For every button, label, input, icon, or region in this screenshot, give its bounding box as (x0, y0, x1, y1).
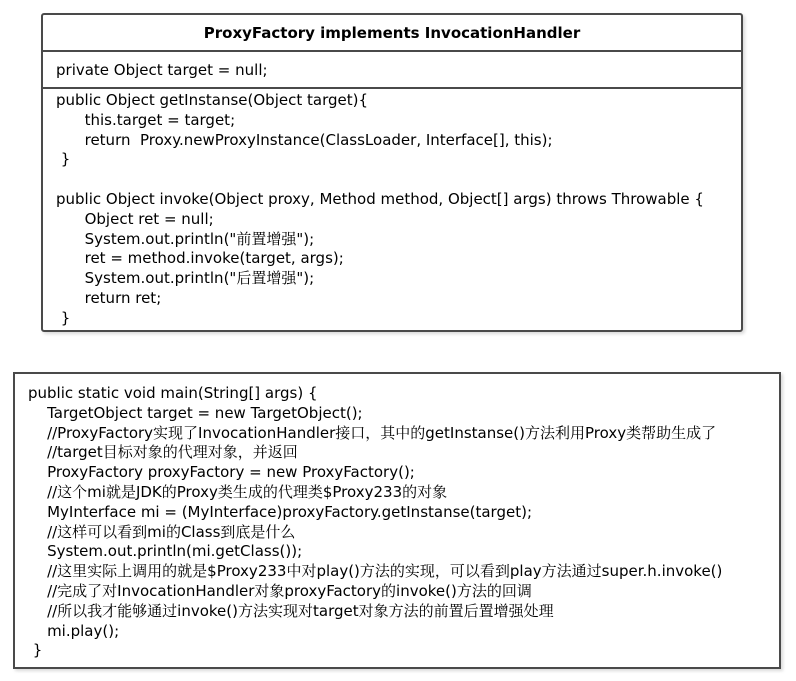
method-line (56, 170, 741, 190)
code-line: ProxyFactory proxyFactory = new ProxyFactory(); (28, 463, 415, 482)
code-line: //ProxyFactory实现了InvocationHandler接口，其中的getInstanse()方法利用Proxy类帮助生成了 (28, 423, 717, 442)
code-line: //这里实际上调用的就是$Proxy233中对play()方法的实现，可以看到play方法通过super.h.invoke() (28, 562, 723, 581)
method-line: System.out.println("前置增强"); (56, 229, 315, 248)
uml-class-methods (43, 89, 741, 329)
method-line: return ret; (56, 288, 162, 307)
uml-class-box (41, 13, 743, 332)
uml-class-attribute: private Object target = null; (43, 52, 741, 89)
method-line: return Proxy.newProxyInstance(ClassLoader, Interface[], this); (56, 130, 553, 149)
code-line: //完成了对InvocationHandler对象proxyFactory的invoke()方法的回调 (28, 581, 532, 600)
method-line: this.target = target; (56, 110, 236, 129)
code-line: } (28, 641, 43, 660)
method-line: public Object invoke(Object proxy, Method method, Object[] args) throws Throwable { (56, 189, 704, 208)
method-line: System.out.println("后置增强"); (56, 269, 315, 288)
code-line: public static void main(String[] args) { (28, 384, 318, 402)
code-line: MyInterface mi = (MyInterface)proxyFactory.getInstanse(target); (28, 502, 532, 521)
method-line: } (56, 308, 71, 327)
code-line: //target目标对象的代理对象，并返回 (28, 443, 298, 462)
code-line: //所以我才能够通过invoke()方法实现对target对象方法的前置后置增强处理 (28, 601, 554, 620)
code-line: //这个mi就是JDK的Proxy类生成的代理类$Proxy233的对象 (28, 482, 448, 501)
uml-class-title: ProxyFactory implements InvocationHandler (43, 15, 741, 52)
code-line: //这样可以看到mi的Class到底是什么 (28, 522, 296, 541)
method-line: ret = method.invoke(target, args); (56, 249, 344, 268)
method-line: Object ret = null; (56, 209, 214, 228)
main-code-box (13, 372, 781, 669)
code-line: System.out.println(mi.getClass()); (28, 542, 303, 561)
method-line: public Object getInstanse(Object target){ (56, 91, 368, 109)
code-line: mi.play(); (28, 621, 120, 640)
code-line: TargetObject target = new TargetObject(); (28, 403, 363, 422)
method-line: } (56, 150, 71, 169)
